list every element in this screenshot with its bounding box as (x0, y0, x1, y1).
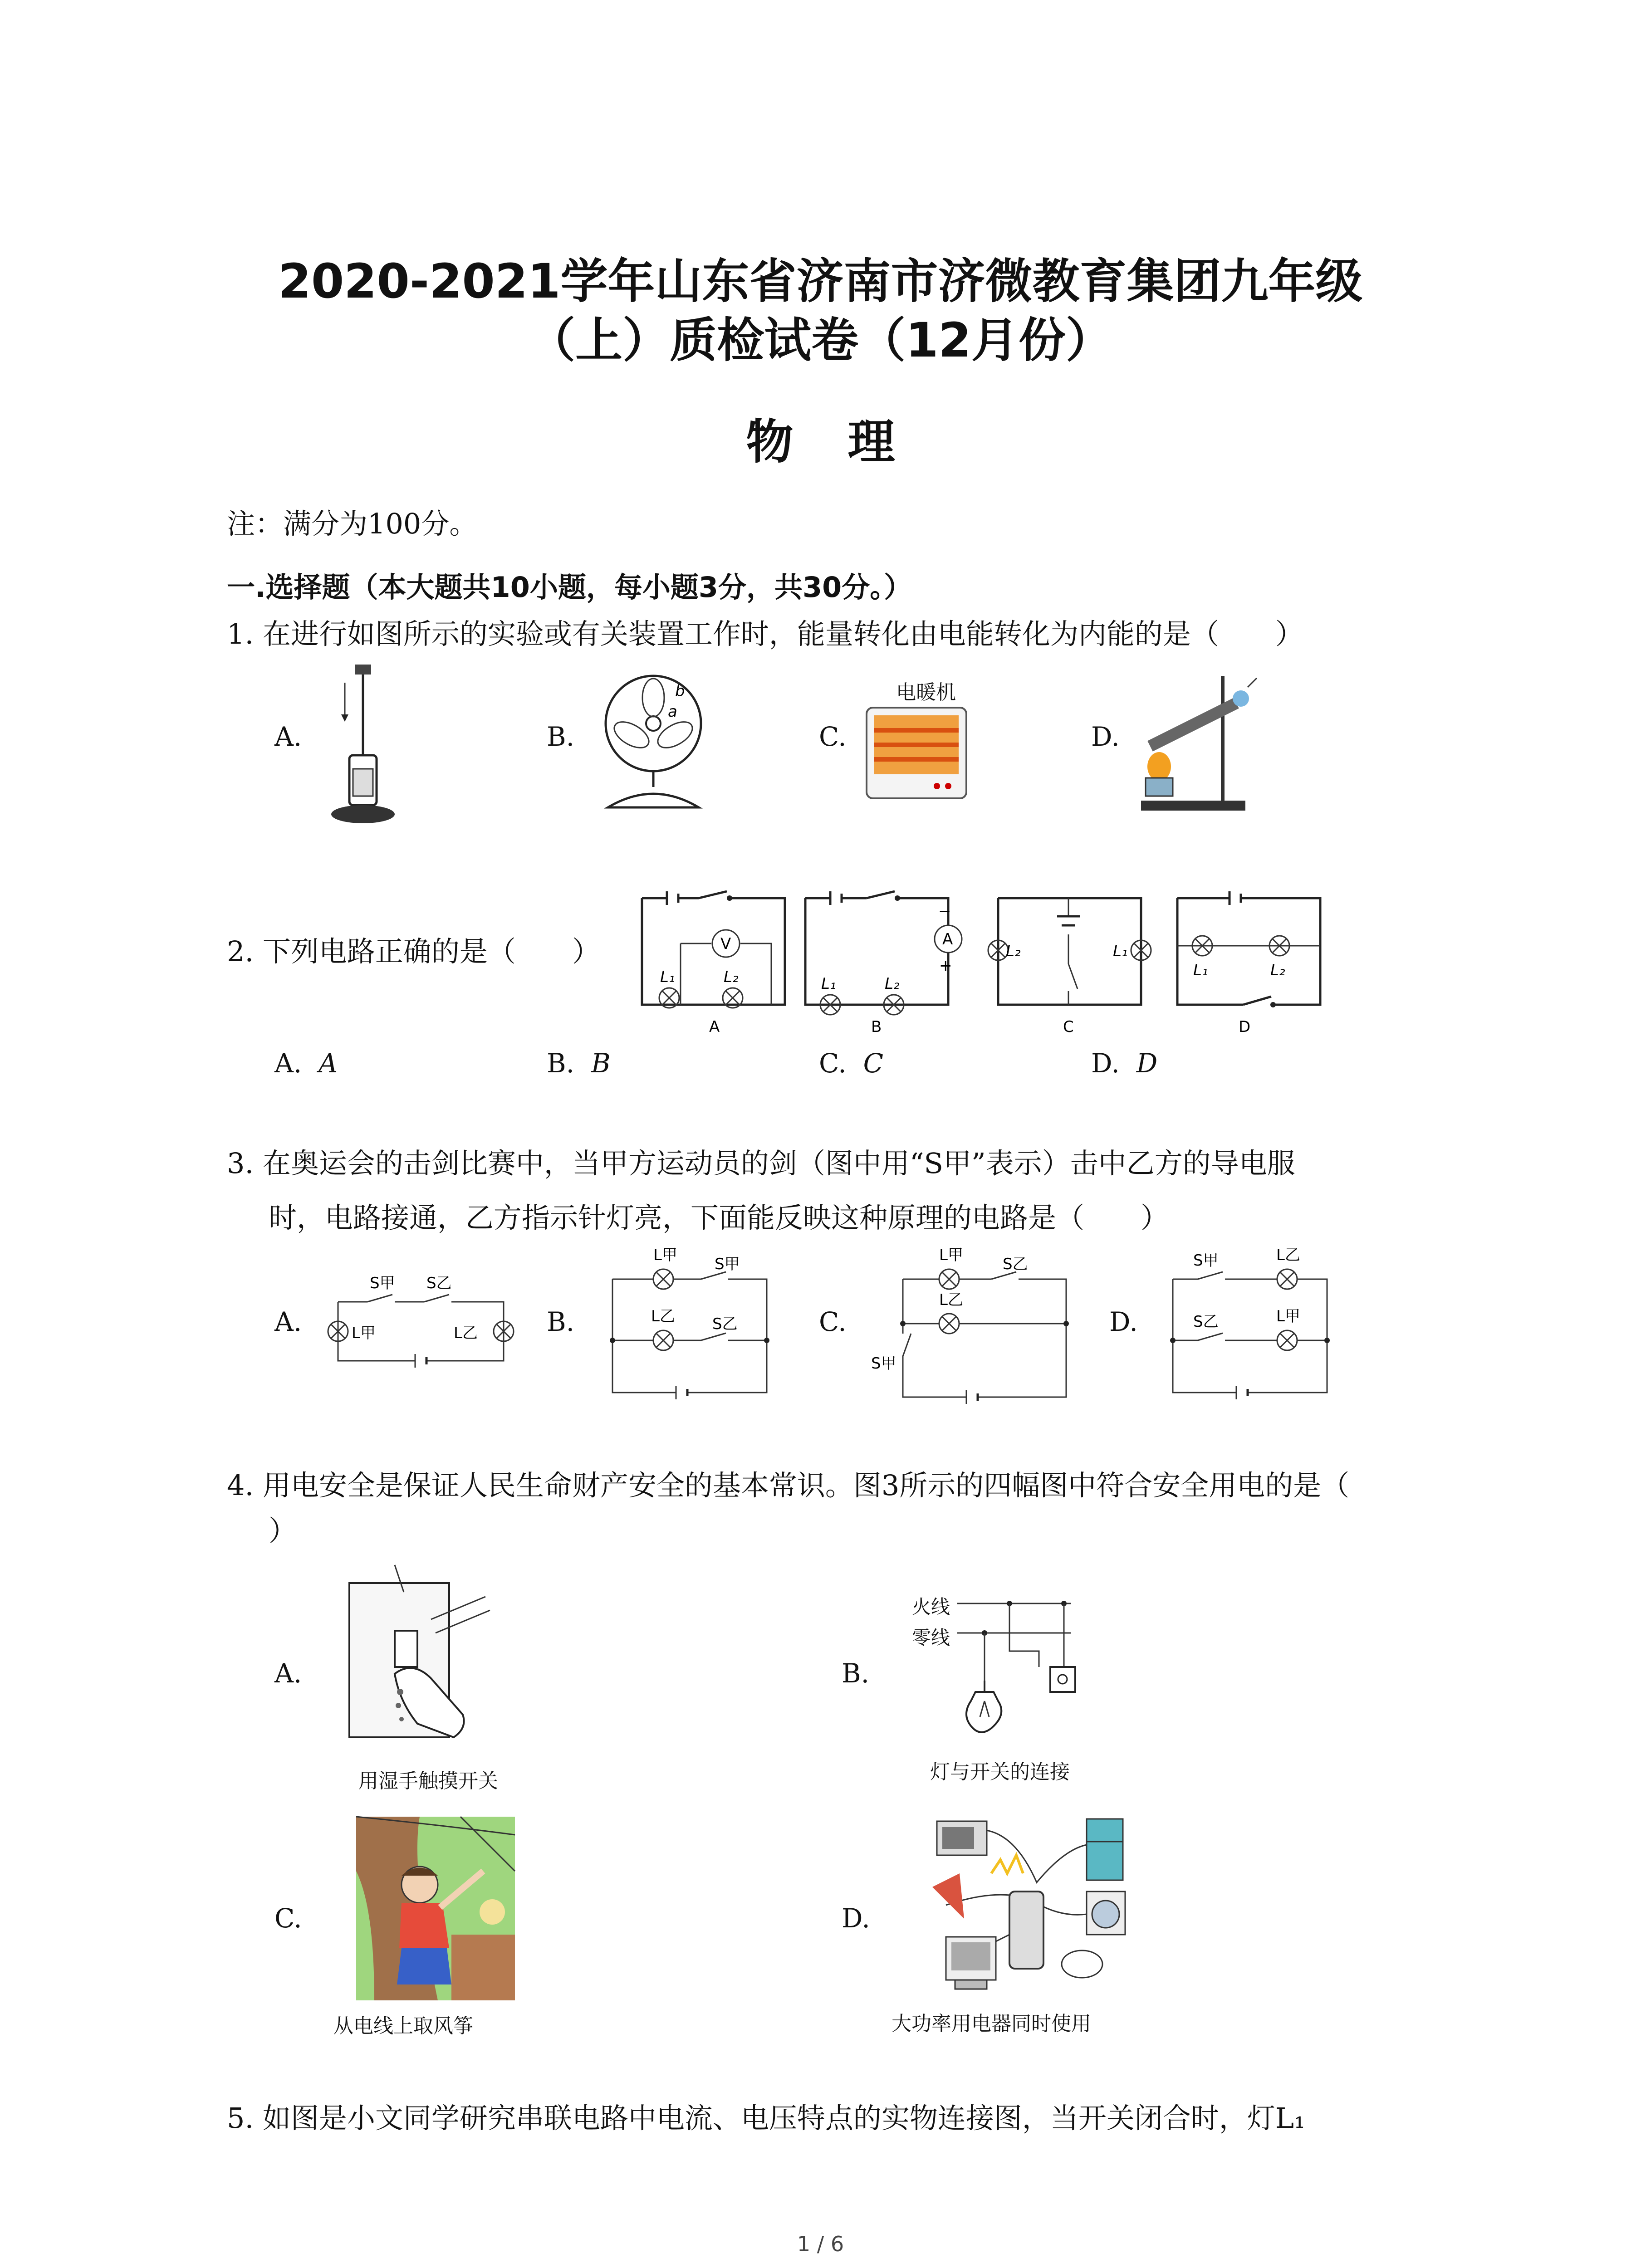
q3-option-b-label: B. (547, 1306, 575, 1337)
q2-option-d: D. D (1091, 1048, 1158, 1079)
q3-circuit-b (599, 1243, 780, 1402)
q2-circuit-a (640, 891, 789, 1036)
q2b-plus: + (939, 957, 952, 975)
q4-option-a-label: A. (274, 1658, 302, 1689)
q4-option-b-label: B. (842, 1658, 870, 1689)
q2d-l1: L₁ (1193, 961, 1208, 979)
q3b-s-yi: S乙 (712, 1315, 738, 1333)
score-note: 注：满分为100分。 (227, 507, 478, 540)
section-heading: 一.选择题（本大题共10小题，每小题3分，共30分。） (227, 571, 912, 604)
q2b-l1: L₁ (821, 975, 836, 993)
q4-option-c-label: C. (274, 1903, 302, 1934)
q2-fig-c-label: C (1063, 1018, 1074, 1036)
subject-heading: 物理 (746, 414, 950, 469)
q3d-s-jia: S甲 (1193, 1251, 1219, 1270)
ammeter-label: A (942, 930, 953, 948)
neutral-wire-label: 零线 (912, 1627, 950, 1649)
q2a-l2: L₂ (724, 968, 739, 986)
heater-label: 电暖机 (896, 681, 956, 704)
q1-option-a-figure (327, 665, 399, 828)
q1-option-b-label: B. (547, 721, 575, 752)
q2-fig-d-label: D (1239, 1018, 1251, 1036)
question-3-line-1: 3. 在奥运会的击剑比赛中，当甲方运动员的剑（图中用“S甲”表示）击中乙方的导电服 (227, 1147, 1295, 1180)
q3d-l-jia: L甲 (1276, 1307, 1300, 1325)
q3c-l-jia: L甲 (939, 1246, 963, 1264)
q2-option-a: A. A (274, 1048, 338, 1079)
q4-caption-d: 大功率用电器同时使用 (892, 2012, 1091, 2035)
q2b-minus: − (938, 902, 951, 920)
fan-label-b: b (675, 682, 685, 700)
question-3-line-2: 时，电路接通，乙方指示针灯亮，下面能反映这种原理的电路是（ ） (269, 1201, 1169, 1234)
q3c-l-yi: L乙 (939, 1291, 963, 1309)
q1-option-c-label: C. (819, 721, 847, 752)
q3a-s-yi: S乙 (426, 1274, 452, 1292)
q1-option-d-figure (1132, 669, 1259, 814)
question-4-line-2: ） (269, 1514, 297, 1547)
q4-option-a-figure (327, 1565, 499, 1760)
q1-option-c-figure (864, 705, 969, 803)
q3a-l-jia: L甲 (352, 1324, 376, 1342)
q2-fig-a-label: A (709, 1018, 720, 1036)
q1-option-d-label: D. (1091, 721, 1120, 752)
q3-circuit-c (871, 1243, 1080, 1406)
q2d-l2: L₂ (1270, 961, 1285, 979)
q2-fig-b-label: B (871, 1018, 882, 1036)
q3-option-a-label: A. (274, 1306, 302, 1337)
q2-circuit-c (996, 891, 1146, 1036)
voltmeter-label: V (720, 935, 731, 953)
q3b-l-jia: L甲 (653, 1246, 677, 1264)
q2-option-b: B. B (547, 1048, 611, 1079)
live-wire-label: 火线 (912, 1596, 950, 1618)
q4-caption-a: 用湿手触摸开关 (358, 1769, 498, 1793)
question-4-line-1: 4. 用电安全是保证人民生命财产安全的基本常识。图3所示的四幅图中符合安全用电的是（ (227, 1469, 1350, 1502)
question-5-text: 5. 如图是小文同学研究串联电路中电流、电压特点的实物连接图，当开关闭合时，灯L₁ (227, 2102, 1305, 2135)
q2-circuit-d (1175, 891, 1325, 1036)
q1-option-b-figure (599, 671, 712, 812)
q4-option-d-figure (932, 1810, 1132, 2000)
q3c-s-yi: S乙 (1003, 1255, 1028, 1273)
question-2-text: 2. 下列电路正确的是（ ） (227, 935, 600, 968)
q4-caption-c: 从电线上取风筝 (333, 2014, 473, 2038)
q3d-s-yi: S乙 (1193, 1313, 1219, 1331)
q3-option-c-label: C. (819, 1306, 847, 1337)
fan-label-a: a (668, 703, 677, 721)
q3a-l-yi: L乙 (454, 1324, 478, 1342)
q4-caption-b: 灯与开关的连接 (930, 1760, 1070, 1784)
q1-option-a-label: A. (274, 721, 302, 752)
title-line-1: 2020-2021学年山东省济南市济微教育集团九年级 (278, 254, 1363, 309)
q3-circuit-d (1164, 1243, 1345, 1402)
q3-option-d-label: D. (1109, 1306, 1138, 1337)
q3d-l-yi: L乙 (1276, 1246, 1300, 1264)
q2c-l2: L₂ (1006, 942, 1021, 960)
page-number: 1 / 6 (797, 2232, 844, 2256)
q2a-l1: L₁ (660, 968, 675, 986)
q2c-l1: L₁ (1113, 942, 1128, 960)
q2-circuit-b (803, 891, 953, 1036)
q3b-l-yi: L乙 (651, 1307, 675, 1325)
q2b-l2: L₂ (885, 975, 900, 993)
q3-circuit-a (322, 1275, 517, 1379)
q4-option-b-figure (957, 1588, 1093, 1737)
title-line-2: （上）质检试卷（12月份） (528, 313, 1113, 368)
question-1-text: 1. 在进行如图所示的实验或有关装置工作时，能量转化由电能转化为内能的是（ ） (227, 617, 1303, 650)
q4-option-d-label: D. (842, 1903, 870, 1934)
q3c-s-jia: S甲 (871, 1354, 896, 1373)
q3b-s-jia: S甲 (715, 1255, 740, 1273)
q4-option-c-figure (356, 1817, 515, 2000)
q2-option-c: C. C (819, 1048, 884, 1079)
q3a-s-jia: S甲 (370, 1274, 395, 1292)
